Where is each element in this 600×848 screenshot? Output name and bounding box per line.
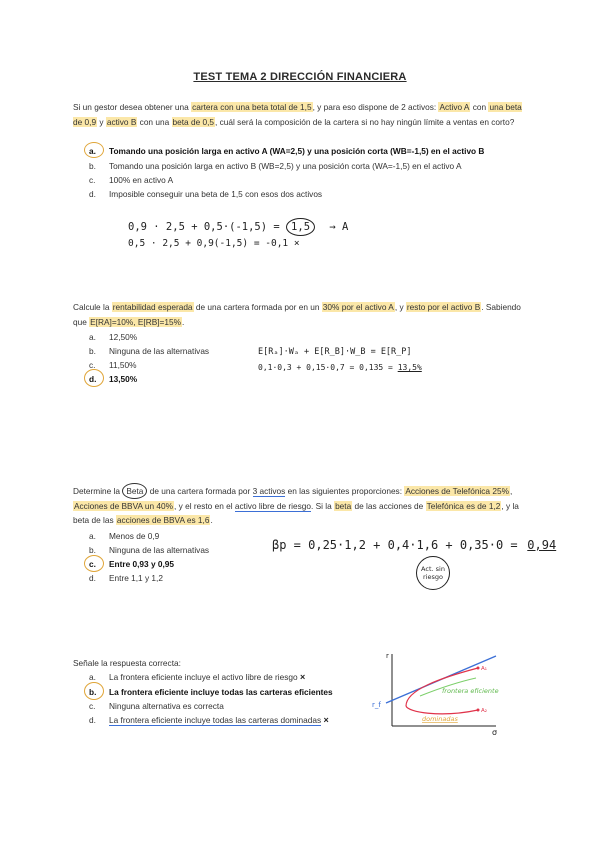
handwritten-formula: E[Rₐ]·Wₐ + E[R_B]·W_B = E[R_P] [258,347,412,357]
q2-text-part: . [182,316,185,327]
option-letter: d. [89,573,96,583]
q2-highlight-rentabilidad: rentabilidad esperada [112,302,193,312]
point-a2 [477,709,480,712]
q1-option-b[interactable] [89,160,462,172]
q1-option-d[interactable] [89,188,322,200]
q4-option-d[interactable] [89,714,329,726]
act-sin-riesgo-note [416,556,450,590]
rf-label: r_f [372,701,381,709]
option-text: Imposible conseguir una beta de 1,5 con esos dos activos [109,189,323,199]
question-2-text [73,300,528,329]
q3-underline-activos: 3 activos [252,486,286,496]
option-letter: a. [89,332,96,342]
wrong-mark-icon: × [323,715,329,725]
efficient-frontier-sketch [370,648,530,736]
option-letter: a. [89,531,96,541]
handwritten-arrow-a: → A [329,221,349,233]
q1-text-part: , y para eso dispone de 2 activos: [312,102,439,112]
q3-handwriting [272,534,556,553]
q2-highlight-activo-b: resto por el activo B [406,302,481,312]
q3-option-a[interactable] [89,530,159,542]
option-letter: d. [89,715,96,725]
option-text: Menos de 0,9 [109,531,160,541]
q3-highlight-telefonica-beta: Telefónica es de 1,2 [426,500,501,511]
option-text: 12,50% [109,332,138,342]
q3-option-d[interactable] [89,572,163,584]
q3-underline-libre-riesgo: activo libre de riesgo [234,500,311,511]
option-text: La frontera eficiente incluye el activo libre de riesgo [109,672,298,682]
q2-option-d[interactable] [89,373,137,385]
q4-option-b[interactable] [89,686,333,698]
option-letter: a. [89,672,96,682]
page-title: TEST TEMA 2 DIRECCIÓN FINANCIERA [193,71,407,83]
handwritten-beta-formula: βp = 0,25·1,2 + 0,4·1,6 + 0,35·0 = [272,538,518,552]
wrong-mark-icon: × [299,672,306,682]
option-text: Entre 0,93 y 0,95 [109,559,175,569]
handwritten-calc-2: 0,5 · 2,5 + 0,9(-1,5) = -0,1 × [128,238,300,249]
q4-text: Señale la respuesta correcta: [73,658,181,668]
q1-text-part: y [97,116,106,127]
q1-option-c[interactable] [89,174,173,186]
q3-text-part: . [210,515,213,525]
option-letter: b. [89,161,96,171]
handwritten-result: 13,5% [397,363,422,372]
option-letter: b. [89,687,97,697]
q3-text-part: en las siguientes proporciones: [285,486,405,496]
q1-text-part: con [470,102,489,112]
q2-text-part: , y [394,302,406,312]
q2-option-b[interactable] [89,345,209,357]
q3-highlight-bbva: Acciones de BBVA un 40% [74,500,174,511]
option-text: Tomando una posición larga en activo B (WB=2,5) y una posición corta (WA=-1,5) en el activo A [109,161,462,171]
handwritten-beta-result: 0,94 [527,538,557,552]
option-letter: a. [89,146,96,156]
option-letter: c. [89,701,96,711]
option-letter: c. [89,360,96,370]
q1-text-part: , cuál será la composición de la cartera si no hay ningún límite a ventas en corto? [215,116,515,127]
q3-option-c[interactable] [89,558,174,570]
y-label: r [386,652,389,660]
q3-text-part: , [509,486,513,496]
option-text: Tomando una posición larga en activo A (WA=2,5) y una posición corta (WB=-1,5) en el activo B [109,146,485,156]
option-letter: b. [89,346,96,356]
handwritten-calc: 0,1·0,3 + 0,15·0,7 = 0,135 = [258,363,393,372]
q3-option-b[interactable] [89,544,209,556]
q1-text-part: con una [137,116,172,127]
q1-text-part: Si un gestor desea obtener una [73,102,192,112]
q2-highlight-activo-a: 30% por el activo A [322,302,394,312]
option-text: Entre 1,1 y 1,2 [109,573,163,583]
option-letter: c. [89,175,96,185]
point-a2-label: A₂ [481,708,487,714]
option-letter: d. [89,374,97,384]
q1-option-a[interactable] [89,145,484,157]
option-text: 11,50% [109,360,137,370]
q3-text-part: de una cartera formada por [147,486,253,496]
q2-handwriting [258,347,422,372]
q2-text-part: de una cartera formada por en un [193,302,322,312]
handwritten-result-circled: 1,5 [286,218,315,236]
option-letter: c. [89,559,96,569]
q3-text-part: , y el resto en el [174,500,235,511]
option-text: 13,50% [109,374,138,384]
point-a1 [477,667,480,670]
q1-handwriting [128,218,348,249]
option-text: 100% en activo A [109,175,174,185]
handwritten-calc-1: 0,9 · 2,5 + 0,5·(-1,5) = [128,221,280,233]
q1-highlight-beta-total: cartera con una beta total de 1,5 [192,102,312,112]
option-text: Ninguna alternativa es correcta [109,701,224,711]
q4-option-a[interactable] [89,671,305,683]
q2-option-a[interactable] [89,331,137,343]
option-letter: d. [89,189,96,199]
handwritten-note: Act. sin riesgo [421,565,445,581]
option-text: Ninguna de las alternativas [109,545,210,555]
option-text: La frontera eficiente incluye todas las carteras dominadas [109,715,322,725]
q1-highlight-beta-b: beta de 0,5 [172,116,215,127]
q1-highlight-activo-b: activo B [106,116,137,127]
q1-highlight-beta-a: una beta de 0,9 [73,102,522,127]
dominadas-label: dominadas [422,715,458,723]
q2-highlight-expected: E[RA]=10%, E[RB]=15% [90,316,182,327]
q3-highlight-bbva-beta: acciones de BBVA es 1,6 [116,515,210,525]
x-label: σ [492,728,498,736]
q2-text-part: Calcule la [73,302,112,312]
option-text: La frontera eficiente incluye todas las carteras eficientes [109,687,333,697]
frontera-eficiente-label: frontera eficiente [442,687,499,695]
q3-text-part: Determine la [73,486,123,496]
option-letter: b. [89,545,96,555]
q3-circled-beta: Beta [122,483,147,499]
q3-text-part: , y la beta de las [73,500,519,525]
q3-text-part: . Si la [311,500,335,511]
question-1-text [73,100,528,129]
q3-highlight-beta: beta [335,500,352,511]
q2-text-part: . Sabiendo que [73,302,521,327]
q4-option-c[interactable] [89,700,224,712]
q3-highlight-telefonica: Acciones de Telefónica 25% [405,486,509,496]
point-a1-label: A₁ [481,666,487,672]
option-text: Ninguna de las alternativas [109,346,210,356]
q1-highlight-activo-a: Activo A [439,102,470,112]
q3-text-part: de las acciones de [352,500,426,511]
question-3-text [73,484,528,528]
frontier-lower-curve [406,706,478,714]
